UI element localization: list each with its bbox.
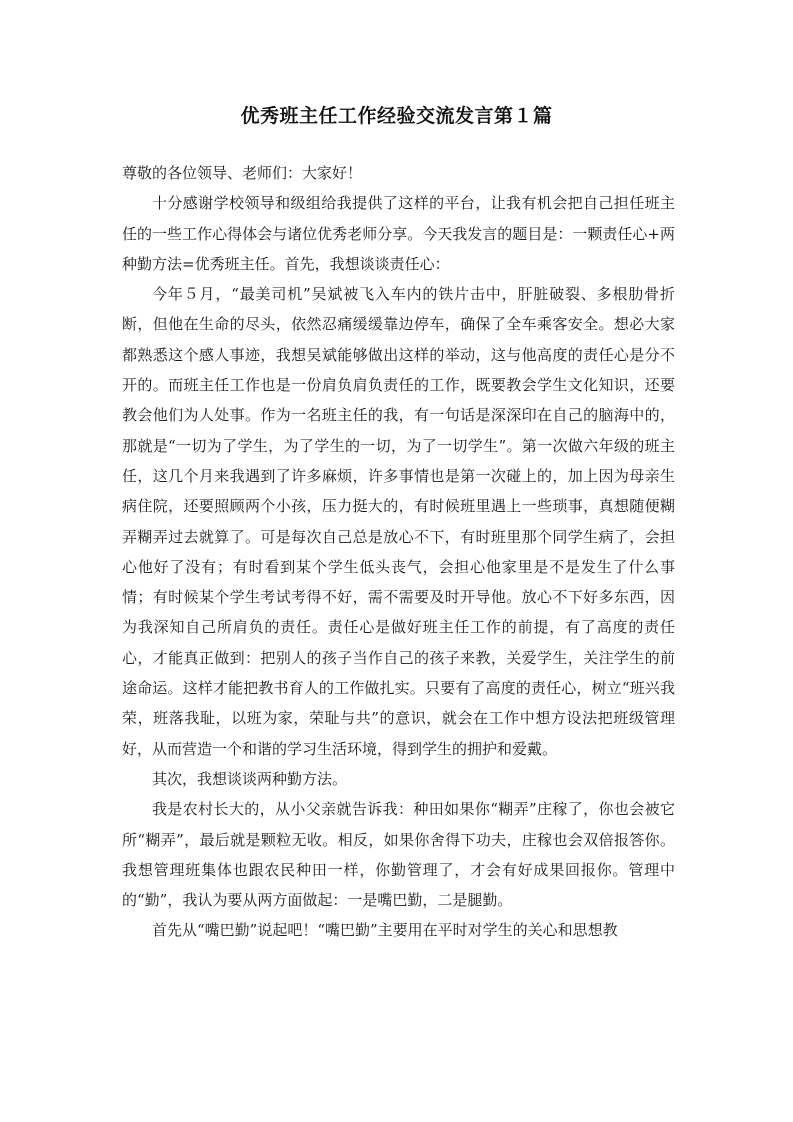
responsibility-paragraph: 今年５月，“最美司机”吴斌被飞入车内的铁片击中，肝脏破裂、多根肋骨折断，但他在生命的尽头，依然忍痛缓缓靠边停车，确保了全车乘客安全。想必大家都熟悉这个感人事迹，我想吴斌能够做出这样的举动，这与他高度的责任心是分不开的。而班主任工作也是一份肩负肩负责任的工作，既要教会学生文化知识，还要教会他们为人处事。作为一名班主任的我，有一句话是深深印在自己的脑海中的，那就是“一切为了学生，为了学生的一切，为了一切学生”。第一次做六年级的班主任，这几个月来我遇到了许多麻烦，许多事情也是第一次碰上的，加上因为母亲生病住院，还要照顾两个小孩，压力挺大的，有时候班里遇上一些琐事，真想随便糊弄糊弄过去就算了。可是每次自己总是放心不下，有时班里那个同学生病了，会担心他好了没有；有时看到某个学生低头丧气，会担心他家里是不是发生了什么事情；有时候某个学生考试考得不好，需不需要及时开导他。放心不下好多东西，因为我深知自己所肩负的责任。责任心是做好班主任工作的前提，有了高度的责任心，才能真正做到：把别人的孩子当作自己的孩子来教，关爱学生，关注学生的前途命运。这样才能把教书育人的工作做扎实。只要有了高度的责任心，树立“班兴我荣，班落我耻，以班为家，荣耻与共”的意识，就会在工作中想方设法把班级管理好，从而营造一个和谐的学习生活环境，得到学生的拥护和爱戴。: [122, 285, 675, 758]
intro-paragraph: 十分感谢学校领导和级组给我提供了这样的平台，让我有机会把自己担任班主任的一些工作心得体会与诸位优秀老师分享。今天我发言的题目是：一颗责任心+两种勤方法=优秀班主任。首先，我想谈谈责任心：: [122, 194, 675, 273]
document-title: 优秀班主任工作经验交流发言第１篇: [240, 105, 553, 127]
document-body: [122, 158, 675, 946]
greeting-paragraph: 尊敬的各位领导、老师们：大家好！: [122, 164, 363, 182]
farming-paragraph: 我是农村长大的，从小父亲就告诉我：种田如果你“糊弄”庄稼了，你也会被它所“糊弄”，最后就是颗粒无收。相反，如果你舍得下功夫，庄稼也会双倍报答你。我想管理班集体也跟农民种田一样，你勤管理了，才会有好成果回报你。管理中的“勤”，我认为要从两方面做起：一是嘴巴勤，二是腿勤。: [122, 800, 675, 910]
mouth-diligence-paragraph: 首先从“嘴巴勤”说起吧！“嘴巴勤”主要用在平时对学生的关心和思想教: [152, 921, 618, 940]
methods-intro-paragraph: 其次，我想谈谈两种勤方法。: [152, 769, 348, 788]
